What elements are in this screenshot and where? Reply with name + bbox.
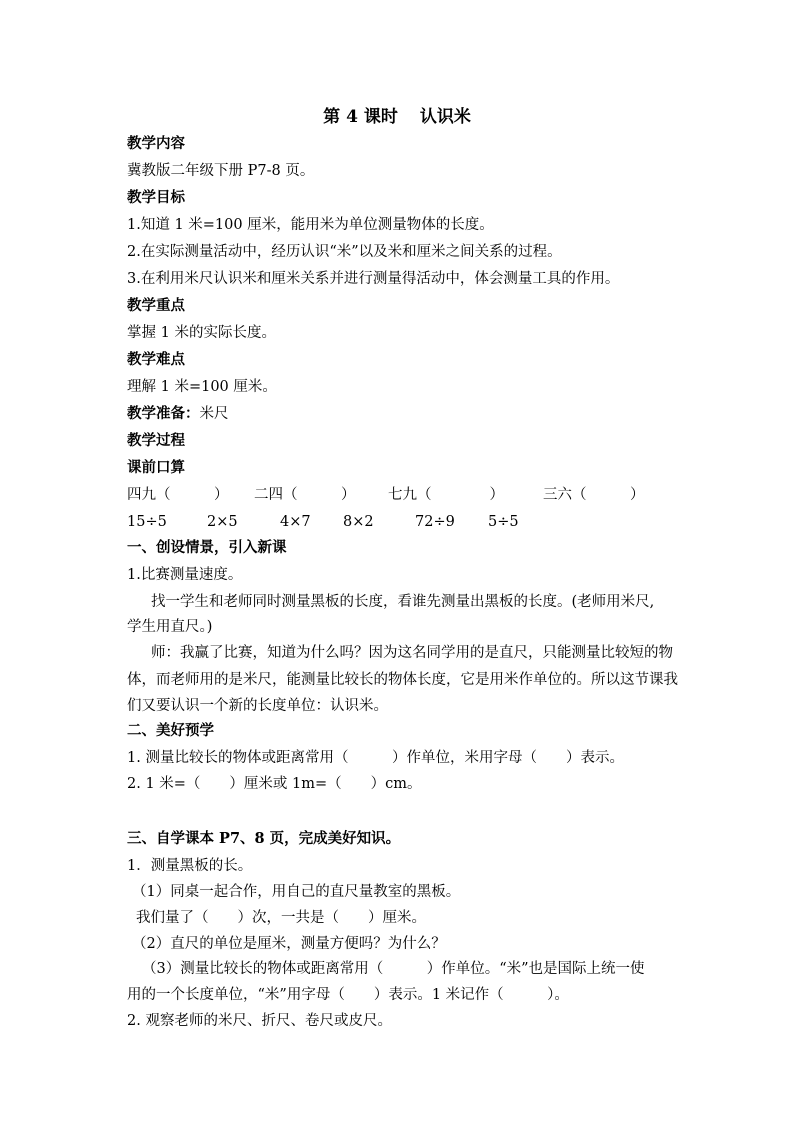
part3-item1: 1．测量黑板的长。 [127, 858, 253, 874]
content-heading: 教学内容 [127, 135, 185, 152]
lesson-topic: 认识米 [419, 107, 471, 127]
page-title [0, 106, 794, 128]
part3-sub3-line2: 用的一个长度单位，“米”用字母（ ）表示。1 米记作（ ）。 [127, 987, 569, 1003]
oral-expression: 5÷5 [488, 514, 519, 530]
prep-text: 米尺 [199, 406, 229, 422]
part3-sub1-fill: 我们量了（ ）次，一共是（ ）厘米。 [136, 910, 426, 926]
oral-expression: 72÷9 [415, 514, 455, 530]
part1-heading: 一、创设情景，引入新课 [127, 539, 287, 556]
oral-expression: 15÷5 [127, 514, 167, 530]
key-text: 掌握 1 米的实际长度。 [127, 325, 276, 341]
part1-paragraph2-line2: 体，而老师用的是米尺，能测量比较长的物体长度，它是用米作单位的。所以这节课我 [127, 672, 678, 688]
part2-heading: 二、美好预学 [127, 722, 214, 739]
process-heading: 教学过程 [127, 432, 185, 449]
content-text: 冀教版二年级下册 P7-8 页。 [127, 163, 315, 179]
key-heading: 教学重点 [127, 297, 185, 314]
part1-paragraph1-line1: 找一学生和老师同时测量黑板的长度，看谁先测量出黑板的长度。(老师用米尺, [151, 594, 655, 610]
part3-heading: 三、自学课本 P7、8 页，完成美好知识。 [127, 830, 401, 847]
oral-item: 四九（ ） [127, 487, 229, 503]
part1-paragraph1-line2: 学生用直尺。) [127, 619, 213, 635]
oral-expression: 2×5 [207, 514, 238, 530]
prep-heading: 教学准备： [127, 405, 200, 422]
difficult-text: 理解 1 米=100 厘米。 [127, 379, 277, 395]
part3-sub3-line1: （3）测量比较长的物体或距离常用（ ）作单位。“米”也是国际上统一使 [142, 961, 645, 977]
lesson-number: 第 4 课时 [323, 107, 398, 127]
part1-paragraph2-line3: 们又要认识一个新的长度单位：认识米。 [127, 698, 388, 714]
part3-sub2: （2）直尺的单位是厘米，测量方便吗？为什么？ [132, 936, 446, 952]
goal-1: 1.知道 1 米=100 厘米，能用米为单位测量物体的长度。 [127, 217, 494, 233]
part2-question1: 1. 测量比较长的物体或距离常用（ ）作单位，米用字母（ ）表示。 [127, 750, 624, 766]
part2-question2: 2. 1 米=（ ）厘米或 1m=（ ）cm。 [127, 776, 422, 792]
difficult-heading: 教学难点 [127, 351, 185, 368]
part3-item2: 2. 观察老师的米尺、折尺、卷尺或皮尺。 [127, 1013, 392, 1029]
oral-item: 三六（ ） [543, 487, 645, 503]
goals-heading: 教学目标 [127, 189, 185, 206]
oral-item: 七九（ ） [388, 487, 504, 503]
goal-3: 3.在利用米尺认识米和厘米关系并进行测量得活动中，体会测量工具的作用。 [127, 271, 620, 287]
oral-expression: 8×2 [343, 514, 374, 530]
oral-heading: 课前口算 [127, 459, 185, 476]
part1-paragraph2-line1: 师：我赢了比赛，知道为什么吗？因为这名同学用的是直尺，只能测量比较短的物 [151, 645, 673, 661]
oral-item: 二四（ ） [254, 487, 356, 503]
oral-expression: 4×7 [280, 514, 311, 530]
prep-line [127, 404, 229, 424]
goal-2: 2.在实际测量活动中，经历认识“米”以及米和厘米之间关系的过程。 [127, 244, 562, 260]
part1-item1: 1.比赛测量速度。 [127, 567, 243, 583]
part3-sub1: （1）同桌一起合作，用自己的直尺量教室的黑板。 [132, 884, 461, 900]
